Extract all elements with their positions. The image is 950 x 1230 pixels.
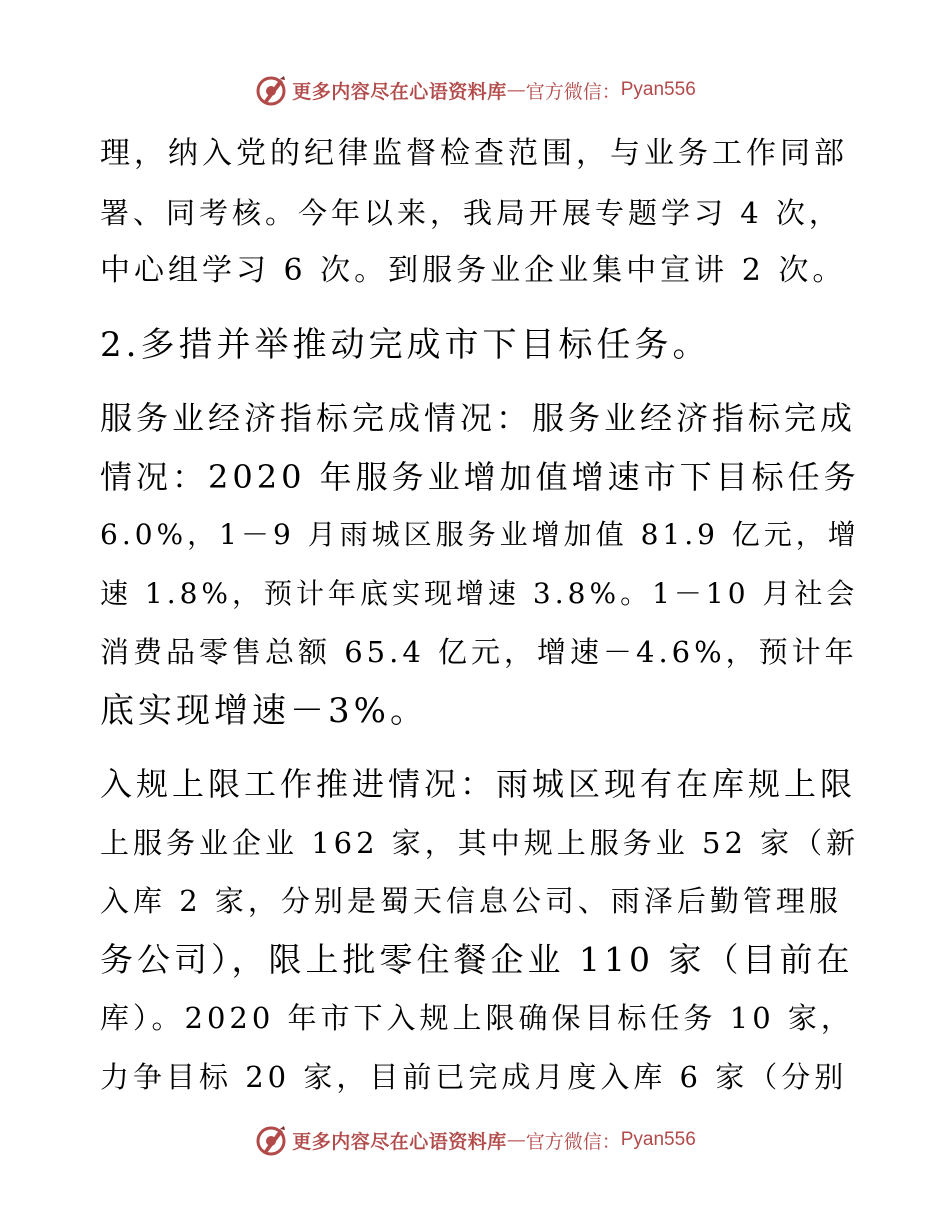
text-line: 2.多措并举推动完成市下目标任务。	[100, 324, 711, 365]
text-line: 理，纳入党的纪律监督检查范围，与业务工作同部	[100, 136, 848, 171]
text-line: 入规上限工作推进情况：雨城区现有在库规上限	[100, 765, 857, 803]
text-line: 务公司），限上批零住餐企业 110 家（目前在	[100, 939, 854, 979]
text-line: 服务业经济指标完成情况：服务业经济指标完成	[100, 399, 857, 437]
text-line: 情况：2020 年服务业增加值增速市下目标任务	[100, 457, 860, 496]
text-line: 库）。2020 年市下入规上限确保目标任务 10 家，	[100, 1001, 854, 1035]
document-body	[100, 125, 860, 1121]
text-line: 6.0%，1－9 月雨城区服务业增加值 81.9 亿元，增	[100, 518, 860, 551]
paragraph-1	[100, 125, 860, 301]
paragraph-2-heading	[100, 316, 860, 375]
watermark-separator: —	[506, 79, 526, 101]
text-line: 消费品零售总额 65.4 亿元，增速－4.6%，预计年	[100, 635, 858, 669]
pen-seal-logo-icon	[254, 1123, 288, 1157]
paragraph-3	[100, 389, 860, 740]
watermark-separator: —	[506, 1129, 526, 1151]
text-line: 底实现增速－3%。	[100, 690, 428, 731]
paragraph-4	[100, 755, 860, 1106]
text-line: 署、同考核。今年以来，我局开展专题学习 4 次，	[100, 195, 842, 230]
watermark-brand-text: 更多内容尽在心语资料库	[292, 1130, 507, 1153]
text-line: 中心组学习 6 次。到服务业企业集中宣讲 2 次。	[100, 253, 847, 288]
watermark-brand-text: 更多内容尽在心语资料库	[292, 80, 507, 103]
text-line: 入库 2 家，分别是蜀天信息公司、雨泽后勤管理服	[100, 884, 842, 918]
pen-seal-logo-icon	[254, 73, 288, 107]
page-footer-watermark	[0, 1120, 950, 1160]
text-line: 速 1.8%，预计年底实现增速 3.8%。1－10 月社会	[100, 576, 859, 610]
text-line: 上服务业企业 162 家，其中规上服务业 52 家（新	[100, 825, 860, 860]
watermark-wechat-label: 官方微信：	[525, 1130, 621, 1153]
watermark-wechat-id: Pyan556	[620, 79, 696, 100]
watermark-wechat-id: Pyan556	[620, 1129, 696, 1150]
text-line: 力争目标 20 家，目前已完成月度入库 6 家（分别	[100, 1059, 848, 1094]
page-header-watermark	[0, 70, 950, 110]
watermark-wechat-label: 官方微信：	[525, 80, 621, 103]
